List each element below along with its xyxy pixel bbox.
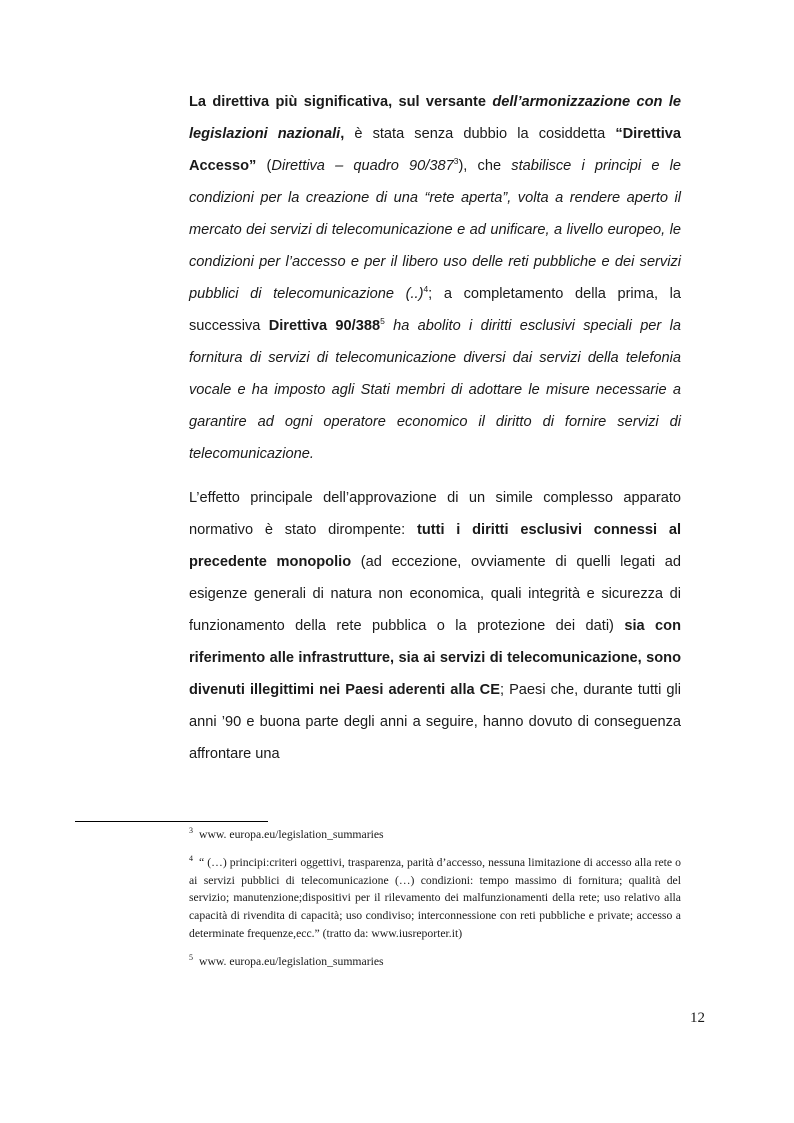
p1-bold-italic-phrase: dell’armonizzazione con le legislazioni nazionali	[189, 94, 681, 142]
p1-bold-lead: La direttiva più significativa, sul versante	[189, 94, 493, 110]
footnote-text: “ (…) principi:criteri oggettivi, trasparenza, parità d’accesso, nessuna limitazione di accesso alla rete o ai servizi pubblici di telecomunicazione (…) condizioni: tempo massimo di fornitura; qualità del servizio; manutenzione;dispositivi per il rilevamento dei malfunzionamenti della rete; uso relativo alla capacità di rivendita di capacità; uso condiviso; interconnessione con reti pubbliche e private; accesso a determinate frequenze,ecc.” (tratto da: www.iusreporter.it)	[189, 855, 681, 940]
footnote-separator	[75, 821, 268, 822]
footnote-ref-5[interactable]: 5	[380, 316, 385, 326]
p1-text-b: (	[256, 158, 272, 174]
p1-bold-comma: ,	[340, 126, 355, 142]
footnote-text: www. europa.eu/legislation_summaries	[199, 954, 384, 968]
footnotes	[189, 826, 681, 971]
p1-direttiva-quadro: Direttiva – quadro 90/387	[271, 158, 454, 174]
p2-bold-a: tutti i diritti esclusivi connessi al precedente monopolio	[189, 522, 681, 570]
footnote-5	[189, 953, 681, 971]
p2-bold-b: sia con riferimento alle infrastrutture, sia ai servizi di telecomunicazione, sono divenuti illegittimi nei Paesi aderenti alla CE	[189, 618, 681, 698]
p1-text-d: ; a completamento della prima, la successiva	[189, 286, 681, 334]
footnote-number: 3	[189, 826, 193, 835]
footnote-ref-3[interactable]: 3	[453, 156, 459, 166]
p2-text-c: ; Paesi che, durante tutti gli anni ’90 e buona parte degli anni a seguire, hanno dovuto di conseguenza affrontare una	[189, 682, 681, 762]
footnote-4	[189, 854, 681, 943]
p2-text-a: L’effetto principale dell’approvazione di un simile complesso apparato normativo è stato dirompente:	[189, 490, 681, 538]
p1-text-a: è stata senza dubbio la cosiddetta	[354, 126, 616, 142]
footnote-text: www. europa.eu/legislation_summaries	[199, 828, 384, 841]
p1-direttiva-90-388: Direttiva 90/388	[268, 318, 381, 334]
page-number: 12	[690, 1010, 705, 1026]
p1-space	[385, 318, 393, 334]
footnote-number: 4	[189, 853, 193, 863]
footnote-number: 5	[189, 952, 193, 962]
p1-italic-tail: ha abolito i diritti esclusivi speciali per la fornitura di servizi di telecomunicazione diversi dai servizi della telefonia vocale e ha imposto agli Stati membri di adottare le misure necessarie a garantire ad ogni operatore economico il diritto di fornire servizi di telecomunicazione.	[189, 318, 681, 462]
p1-italic-quote: stabilisce i principi e le condizioni per la creazione di una “rete aperta”, volta a rendere aperto il mercato dei servizi di telecomunicazione e ad unificare, a livello europeo, le condizioni per l’accesso e per il libero uso delle reti pubbliche e dei servizi pubblici di telecomunicazione (..)	[189, 158, 681, 302]
p1-text-c: ), che	[458, 158, 512, 174]
paragraph-1	[189, 86, 681, 470]
footnote-3	[189, 826, 681, 844]
p2-text-b: (ad eccezione, ovviamente di quelli legati ad esigenze generali di natura non economica, quali integrità e sicurezza di funzionamento della rete pubblica o la protezione dei dati)	[189, 554, 681, 634]
p1-direttiva-accesso: “Direttiva Accesso”	[189, 126, 682, 174]
footnote-ref-4[interactable]: 4	[423, 284, 429, 294]
paragraph-2	[189, 482, 681, 770]
body-text	[189, 86, 681, 770]
